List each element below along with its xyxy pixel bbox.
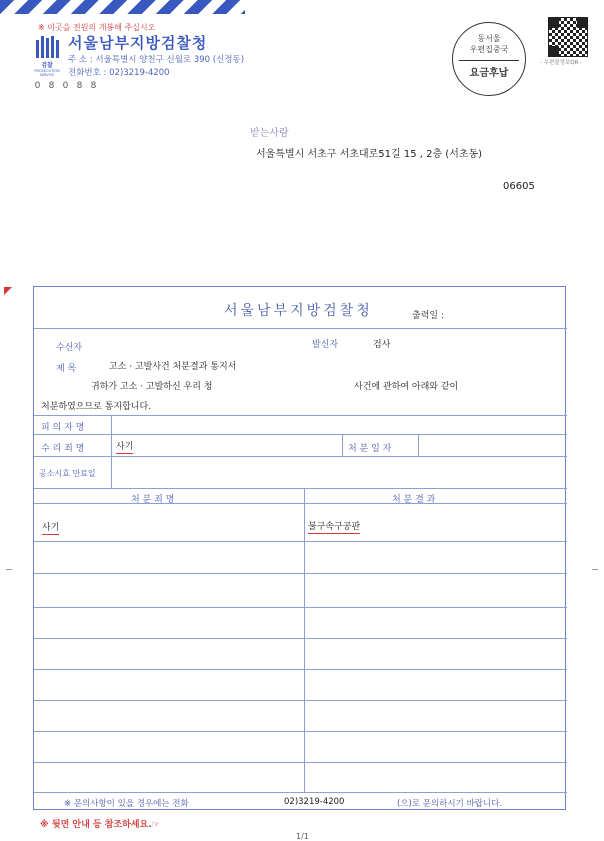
prosecution-logo <box>33 36 61 77</box>
subject-value: 고소 · 고발사건 처분결과 통지서 <box>109 362 237 372</box>
footer-tel: 02)3219-4200 <box>284 797 345 807</box>
print-date-label: 출력일 : <box>412 311 444 321</box>
recipient-address: 서울특별시 서초구 서초대로51길 15 , 2층 (서초동) <box>256 149 483 160</box>
charge-label: 수 리 죄 명 <box>41 444 85 454</box>
qr-caption: - 우편물정보QR - <box>540 60 583 66</box>
sender-label: 발신자 <box>312 340 339 350</box>
zip-digit: 0 <box>34 81 41 91</box>
disposition-date-label: 처 분 일 자 <box>348 444 392 454</box>
tel-label: 전화번호 : <box>68 68 107 78</box>
address-value: 서울특별시 양천구 신월로 390 (신정동) <box>95 55 245 65</box>
recipient-zip: 06605 <box>503 181 535 192</box>
qr-code-icon <box>548 17 588 57</box>
page-number: 1/1 <box>296 832 309 841</box>
sender-name: 서울남부지방검찰청 <box>68 34 208 52</box>
logo-subcaption: PROSECUTION SERVICE <box>34 69 60 77</box>
footer-note-b: (으)로 문의하시기 바랍니다. <box>397 799 503 809</box>
sender-address <box>68 53 244 65</box>
logo-caption: 검찰 <box>41 62 53 69</box>
subject-label: 제 목 <box>56 364 77 374</box>
form-title: 서울남부지방검찰청 <box>224 303 373 319</box>
body-text-2: 처분하였으므로 통지합니다. <box>41 402 152 412</box>
notification-form <box>33 286 566 810</box>
stamp-line1: 동서울 <box>477 34 501 43</box>
sender-value: 검사 <box>373 340 391 350</box>
receiver-label: 수신자 <box>56 343 83 353</box>
address-label: 주 소 : <box>68 55 93 65</box>
col-charge-header: 처 분 죄 명 <box>131 495 175 505</box>
sender-zip <box>32 80 99 92</box>
footer-note-a: ※ 문의사항이 있을 경우에는 전화 <box>64 799 189 809</box>
table-row-charge: 사기 <box>42 523 60 533</box>
postage-stamp <box>452 22 526 96</box>
stamp-line2: 우편집중국 <box>469 45 509 54</box>
logo-icon <box>33 36 61 58</box>
zip-digit: 0 <box>62 81 69 91</box>
body-text-1b: 사건에 관하여 아래와 같이 <box>354 382 459 392</box>
envelope-open-note: ※ 이곳을 전원의 개봉해 주십시오 <box>38 23 156 32</box>
table-row-result: 불구속구공판 <box>308 522 361 532</box>
zip-digit: 8 <box>76 81 83 91</box>
fold-corner-mark <box>4 287 12 295</box>
zip-digit: 8 <box>90 81 97 91</box>
suspect-label: 피 의 자 명 <box>41 423 85 433</box>
fold-tick <box>6 569 12 570</box>
body-text-1a: 귀하가 고소 · 고발하신 우리 청 <box>91 382 213 392</box>
recipient-label: 받는사람 <box>250 128 289 139</box>
col-result-header: 처 분 결 과 <box>392 495 436 505</box>
sender-phone <box>68 66 170 78</box>
envelope-stripes <box>0 0 245 14</box>
fold-tick <box>592 569 598 570</box>
charge-value: 사기 <box>116 442 134 452</box>
zip-digit: 8 <box>48 81 55 91</box>
tel-value: 02)3219-4200 <box>109 68 170 78</box>
limitation-label: 공소시효 만료일 <box>39 469 96 478</box>
reverse-side-note: ※ 뒷면 안내 등 참조하세요.☞ <box>40 820 160 830</box>
stamp-line3: 요금후납 <box>469 68 509 79</box>
